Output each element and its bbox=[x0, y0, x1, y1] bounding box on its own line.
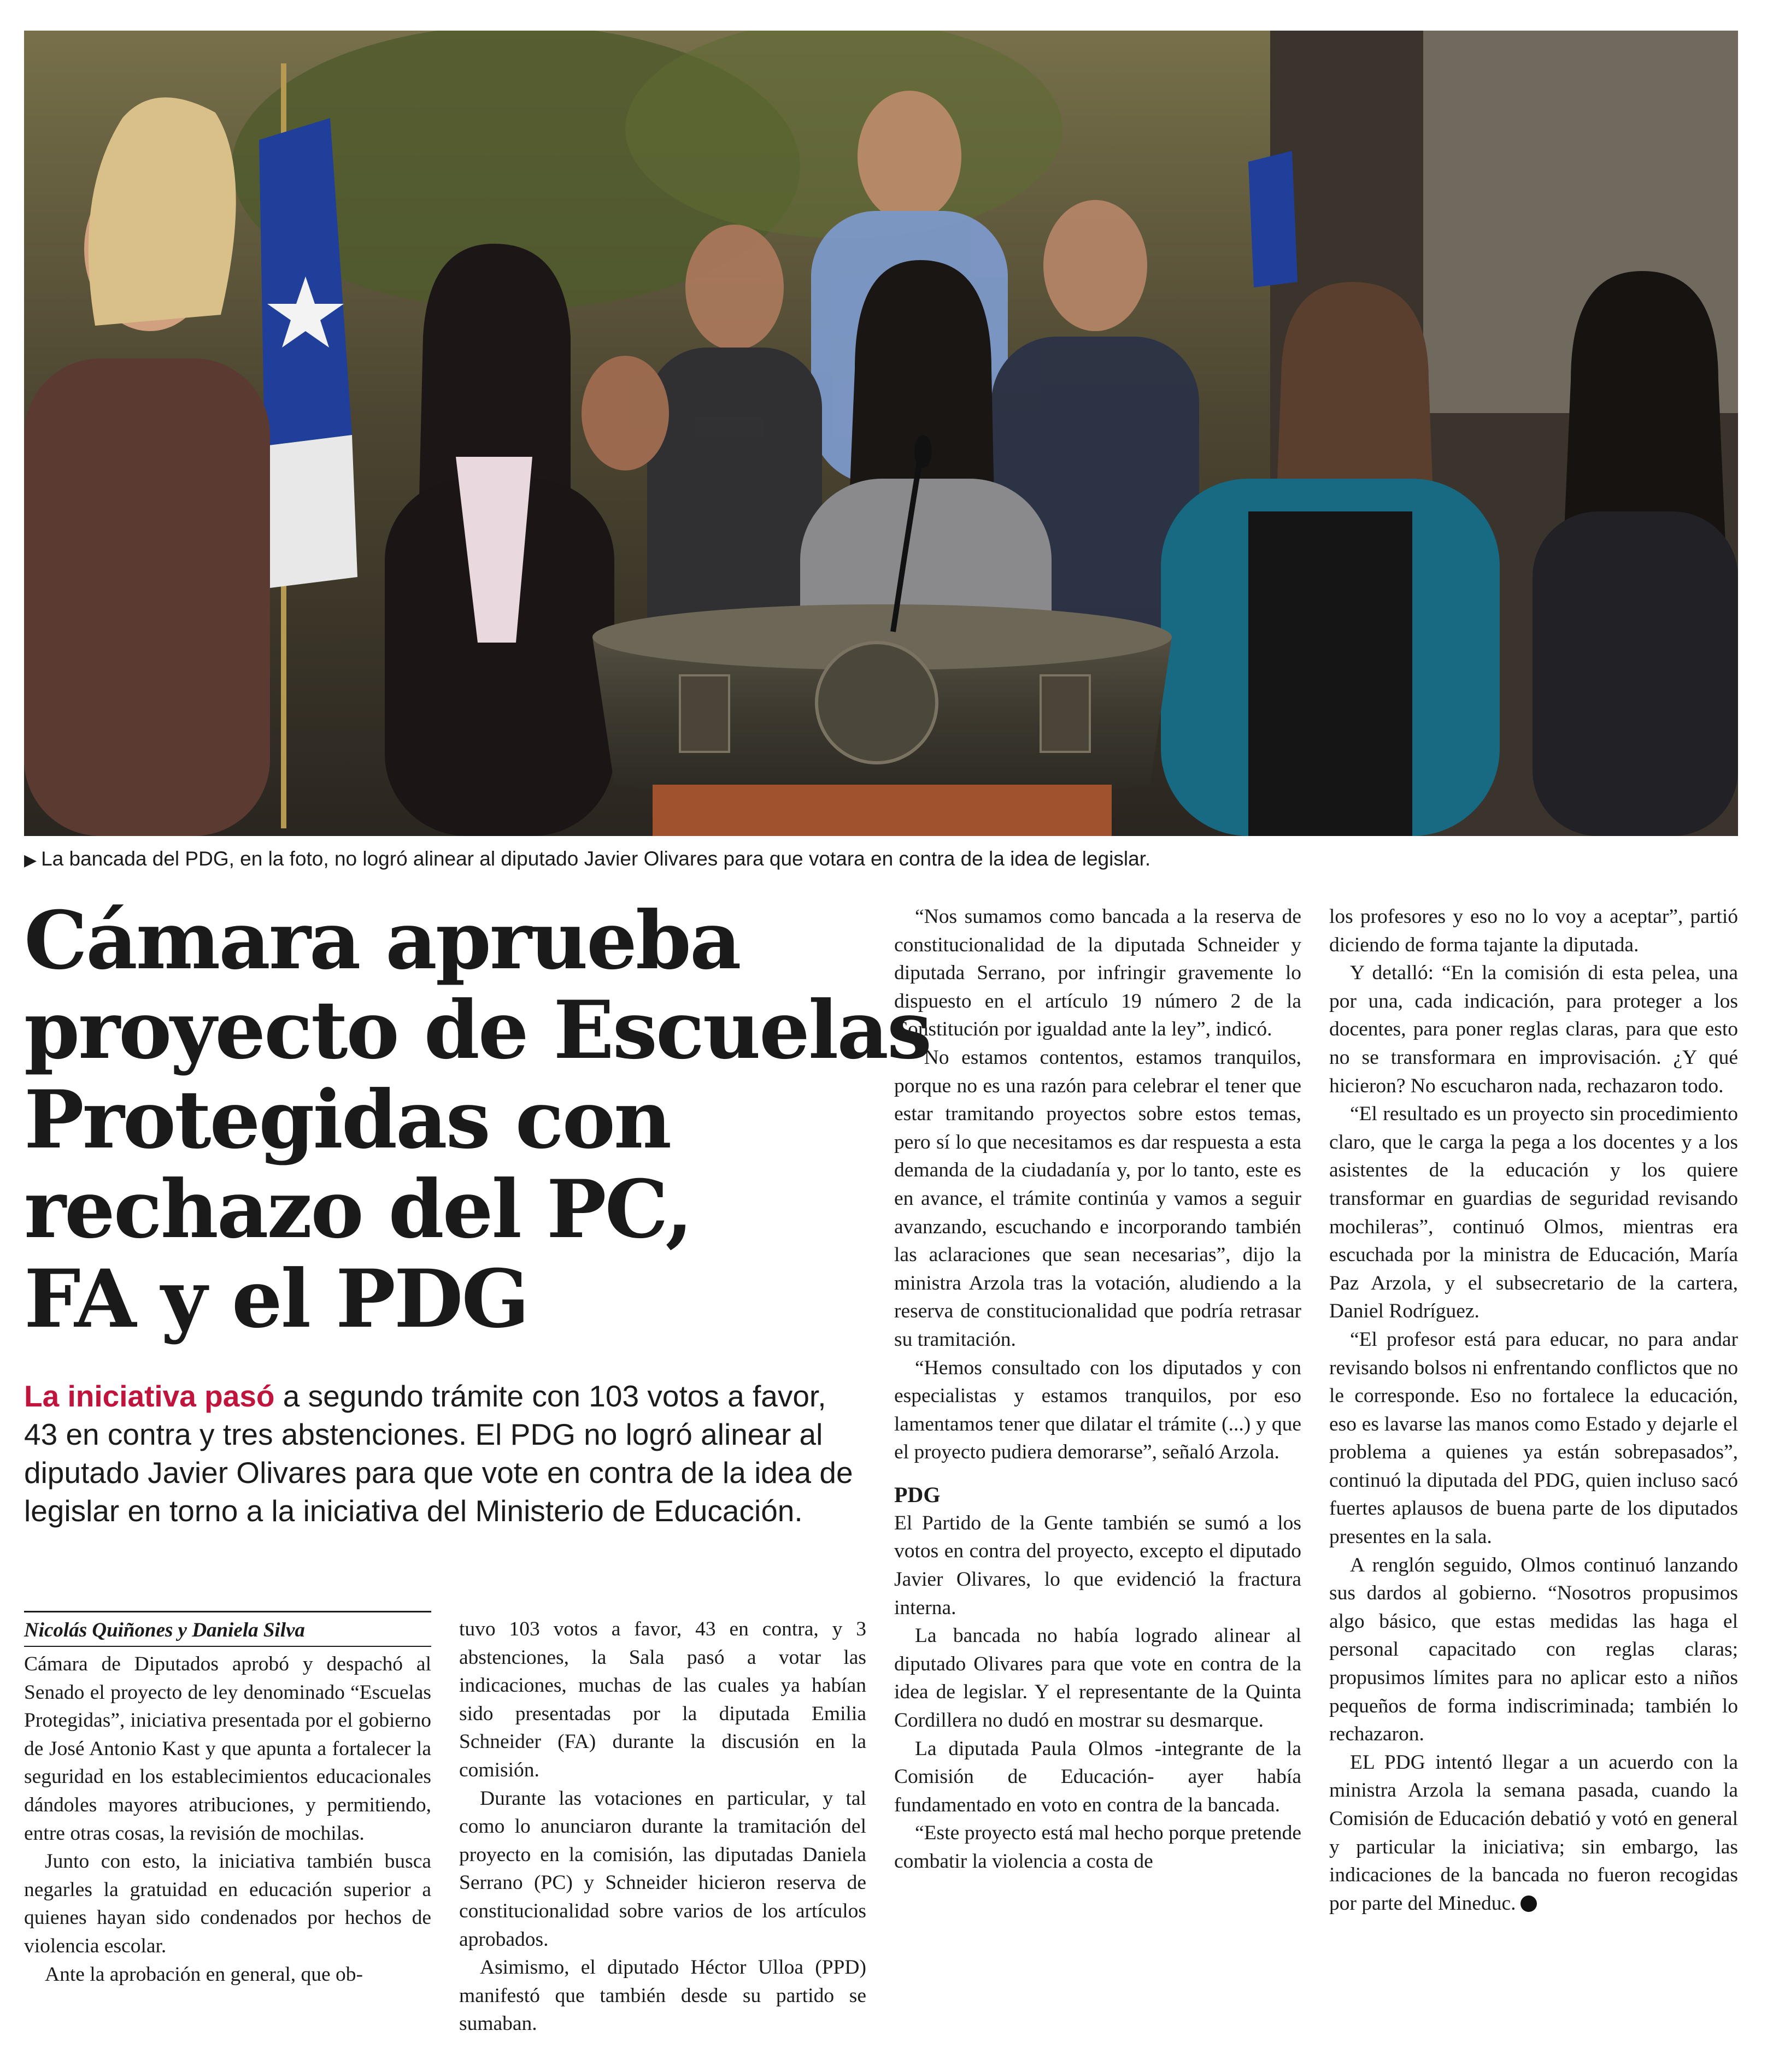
headline-line: Cámara aprueba bbox=[24, 894, 740, 987]
paragraph: La diputada Paula Olmos -integrante de la Comisión de Educación- ayer había fundamentado en voto en contra de la bancada. bbox=[894, 1737, 1301, 1816]
paragraph: Ante la aprobación en general, que ob- bbox=[45, 1963, 363, 1986]
byline: Nicolás Quiñones y Daniela Silva bbox=[24, 1611, 431, 1644]
paragraph: “Este proyecto está mal hecho porque pretende combatir la violencia a costa de bbox=[894, 1822, 1301, 1873]
article-column-1 bbox=[24, 1650, 431, 1988]
paragraph: El Partido de la Gente también se sumó a los votos en contra del proyecto, excepto el diputado Javier Olivares, lo que evidenció la fractura interna. bbox=[894, 1511, 1301, 1619]
paragraph: Junto con esto, la iniciativa también busca negarles la gratuidad en educación superior a quienes hayan sido condenados por hechos de violencia escolar. bbox=[24, 1850, 431, 1957]
caption-text: La bancada del PDG, en la foto, no logró alinear al diputado Javier Olivares para que votara en contra de la idea de legislar. bbox=[41, 847, 1151, 870]
paragraph: Y detalló: “En la comisión di esta pelea, una por una, cada indicación, para proteger a los docentes, para poner reglas claras, para que esto no se transformara en improvisación. ¿Y qué hicieron? No escucharon nada, rechazaron todo. bbox=[1329, 962, 1738, 1097]
headline-line: proyecto de Escuelas bbox=[24, 984, 931, 1077]
paragraph: “El resultado es un proyecto sin procedimiento claro, que le carga la pega a los docentes y a los asistentes de la educación y los quiere transformar en guardias de seguridad revisando mochileras”, continuó Olmos, mientras era escuchada por la ministra de Educación, María Paz Arzola, y el subsecretario de la cartera, Daniel Rodríguez. bbox=[1329, 1103, 1738, 1323]
deck-line: 43 en contra y tres abstenciones. El PDG no logró alinear al bbox=[24, 1417, 823, 1451]
headline-line: FA y el PDG bbox=[24, 1252, 529, 1346]
byline-divider bbox=[24, 1646, 431, 1647]
headline-line: Protegidas con bbox=[24, 1073, 671, 1167]
article-photo bbox=[24, 31, 1738, 836]
article-column-3 bbox=[894, 903, 1301, 1876]
paragraph-text: EL PDG intentó llegar a un acuerdo con la ministra Arzola la semana pasada, cuando la Comisión de Educación debatió y votó en general y particular la iniciativa; sin embargo, las indicaciones de la bancada no fueron recogidas por parte del Mineduc. bbox=[1329, 1751, 1738, 1915]
article-column-2 bbox=[459, 1615, 866, 2038]
paragraph: “Hemos consultado con los diputados y con especialistas y estamos tranquilos, por eso lamentamos tener que dilatar el trámite (...) y que el proyecto pudiera demorarse”, señaló Arzola. bbox=[894, 1356, 1301, 1464]
paragraph: “Nos sumamos como bancada a la reserva de constitucionalidad de la diputada Schneider y diputada Serrano, por infringir gravemente lo dispuesto en el artículo 19 número 2 de la Constitución por igualdad ante la ley”, indicó. bbox=[894, 905, 1301, 1041]
paragraph: La bancada no había logrado alinear al diputado Olivares para que vote en contra de la idea de legislar. Y el representante de la Quinta Cordillera no dudó en mostrar su desmarque. bbox=[894, 1624, 1301, 1732]
deck-line1-rest: a segundo trámite con 103 votos a favor, bbox=[274, 1379, 826, 1413]
paragraph: tuvo 103 votos a favor, 43 en contra, y 3 abstenciones, la Sala pasó a votar las indicaciones, muchas de las cuales ya habían sido presentadas por la diputada Emilia Schneider (FA) durante la discusión en la comisión. bbox=[459, 1618, 866, 1781]
section-subhead: PDG bbox=[894, 1482, 941, 1507]
photo-caption bbox=[24, 845, 1738, 875]
paragraph: A renglón seguido, Olmos continuó lanzando sus dardos al gobierno. “Nosotros propusimos algo básico, que estas medidas las haga el personal capacitado con reglas claras; propusimos límites para no aplicar esto a niños pequeños de forma indiscriminada; también lo rechazaron. bbox=[1329, 1553, 1738, 1746]
press-conference-photo-icon bbox=[24, 31, 1738, 836]
article-headline bbox=[24, 894, 931, 1346]
paragraph: “No estamos contentos, estamos tranquilos, porque no es una razón para celebrar el tener que estar tramitando proyectos sobre estos temas, pero sí lo que necesitamos es dar respuesta a esta demanda de la ciudadanía y, por lo tanto, este es en avance, el trámite continúa y vamos a seguir avanzando, escuchando e incorporando también las aclaraciones que sean necesarias”, dijo la ministra Arzola tras la votación, aludiendo a la reserva de constitucionalidad que podría retrasar su tramitación. bbox=[894, 1046, 1301, 1351]
paragraph: Asimismo, el diputado Héctor Ulloa (PPD) manifestó que también desde su partido se sumaban. bbox=[459, 1956, 866, 2035]
article-column-4 bbox=[1329, 903, 1738, 1917]
end-of-article-dot-icon bbox=[1520, 1896, 1537, 1912]
deck-line: diputado Javier Olivares para que vote en contra de la idea de bbox=[24, 1456, 853, 1490]
article-deck bbox=[24, 1377, 882, 1530]
deck-lead: La iniciativa pasó bbox=[24, 1379, 275, 1413]
deck-line bbox=[24, 1377, 882, 1415]
paragraph: los profesores y eso no lo voy a aceptar”, partió diciendo de forma tajante la diputada. bbox=[1329, 905, 1738, 956]
paragraph bbox=[1329, 1749, 1738, 1918]
deck-line: legislar en torno a la iniciativa del Ministerio de Educación. bbox=[24, 1494, 803, 1528]
headline-line: rechazo del PC, bbox=[24, 1163, 692, 1256]
paragraph: “El profesor está para educar, no para andar revisando bolsos ni enfrentando conflictos que no le corresponde. Eso no fortalece la educación, eso es lavarse las manos como Estado y dejarle el problema a quienes ya están sobrepasados”, continuó la diputada del PDG, quien incluso sacó fuertes aplausos de buena parte de los diputados presentes en la sala. bbox=[1329, 1328, 1738, 1549]
paragraph: Cámara de Diputados aprobó y despachó al Senado el proyecto de ley denominado “Escuelas Protegidas”, iniciativa presentada por el gobierno de José Antonio Kast y que apunta a fortalecer la seguridad en los establecimientos educacionales dándoles mayores atribuciones, y permitiendo, entre otras cosas, la revisión de mochilas. bbox=[24, 1653, 431, 1845]
triangle-right-icon: ▶ bbox=[24, 851, 37, 869]
paragraph: Durante las votaciones en particular, y tal como lo anunciaron durante la tramitación del proyecto en la comisión, las diputadas Daniela Serrano (PC) y Schneider hicieron reserva de constitucionalidad sobre varios de los artículos aprobados. bbox=[459, 1787, 866, 1951]
chilean-flag-right-icon bbox=[1248, 151, 1298, 287]
